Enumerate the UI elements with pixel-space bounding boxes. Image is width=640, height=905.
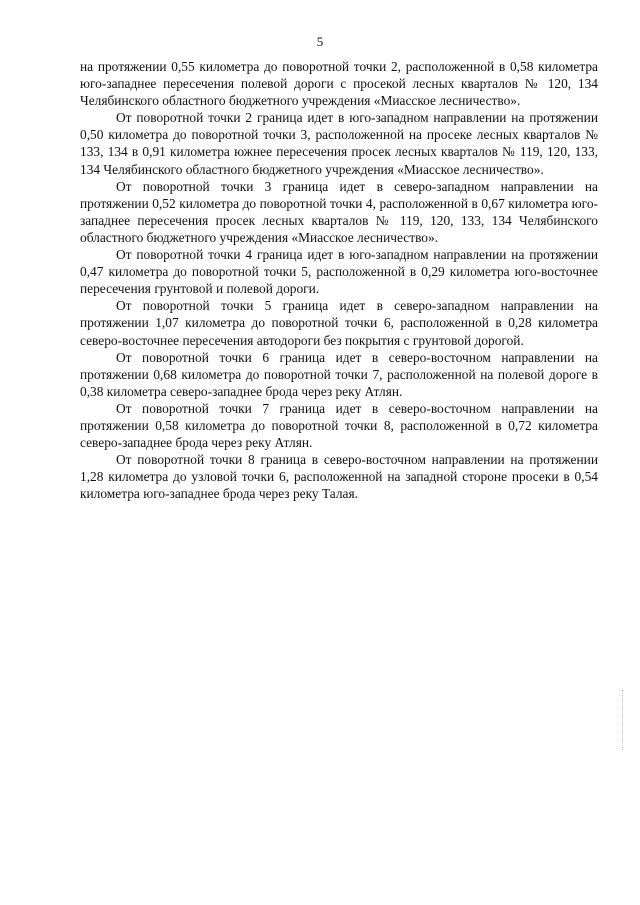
paragraph-continuation: на протяжении 0,55 километра до поворотной точки 2, расположенной в 0,58 километра юго-западнее пересечения полевой дороги с просекой лесных кварталов № 120, 134 Челябинского областного бюджетного учреждения «Миасское лесничество». — [80, 59, 598, 109]
paragraph-point-7: От поворотной точки 7 граница идет в северо-восточном направлении на протяжении 0,58 километра до поворотной точки 8, расположенной в 0,72 километра северо-западнее брода через реку Атлян. — [80, 400, 598, 451]
paragraph-point-8: От поворотной точки 8 граница в северо-восточном направлении на протяжении 1,28 километра до узловой точки 6, расположенной на западной стороне просеки в 0,54 километра юго-западнее брода через реку Талая. — [80, 452, 598, 502]
paragraph-point-2: От поворотной точки 2 граница идет в юго-западном направлении на протяжении 0,50 километра до поворотной точки 3, расположенной на просеке лесных кварталов № 133, 134 в 0,91 километра южнее пересечения просек лесных кварталов № 119, 120, 133, 134 Челябинского областного бюджетного учреждения «Миасское лесничество». — [80, 110, 598, 177]
paragraph-point-4: От поворотной точки 4 граница идет в юго-западном направлении на протяжении 0,47 километра до поворотной точки 5, расположенной в 0,29 километра юго-восточнее пересечения грунтовой и полевой дороги. — [80, 247, 598, 297]
paragraph-point-5: От поворотной точки 5 граница идет в северо-западном направлении на протяжении 1,07 километра до поворотной точки 6, расположенной в 0,28 километра северо-восточнее пересечения автодороги без покрытия с грунтовой дорогой. — [80, 298, 598, 348]
page-number: 5 — [316, 34, 324, 49]
paragraph-point-3: От поворотной точки 3 граница идет в северо-западном направлении на протяжении 0,52 километра до поворотной точки 4, расположенной в 0,67 километра юго-западнее пересечения просек лесных кварталов № 119, 120, 133, 134 Челябинского областного бюджетного учреждения «Миасское лесничество». — [80, 178, 598, 245]
paragraph-point-6: От поворотной точки 6 граница идет в северо-восточном направлении на протяжении 0,68 километра до поворотной точки 7, расположенной на полевой дороге в 0,38 километра северо-западнее брода через реку Атлян. — [80, 349, 598, 399]
scan-edge-mark — [622, 690, 624, 750]
document-body — [80, 58, 598, 502]
